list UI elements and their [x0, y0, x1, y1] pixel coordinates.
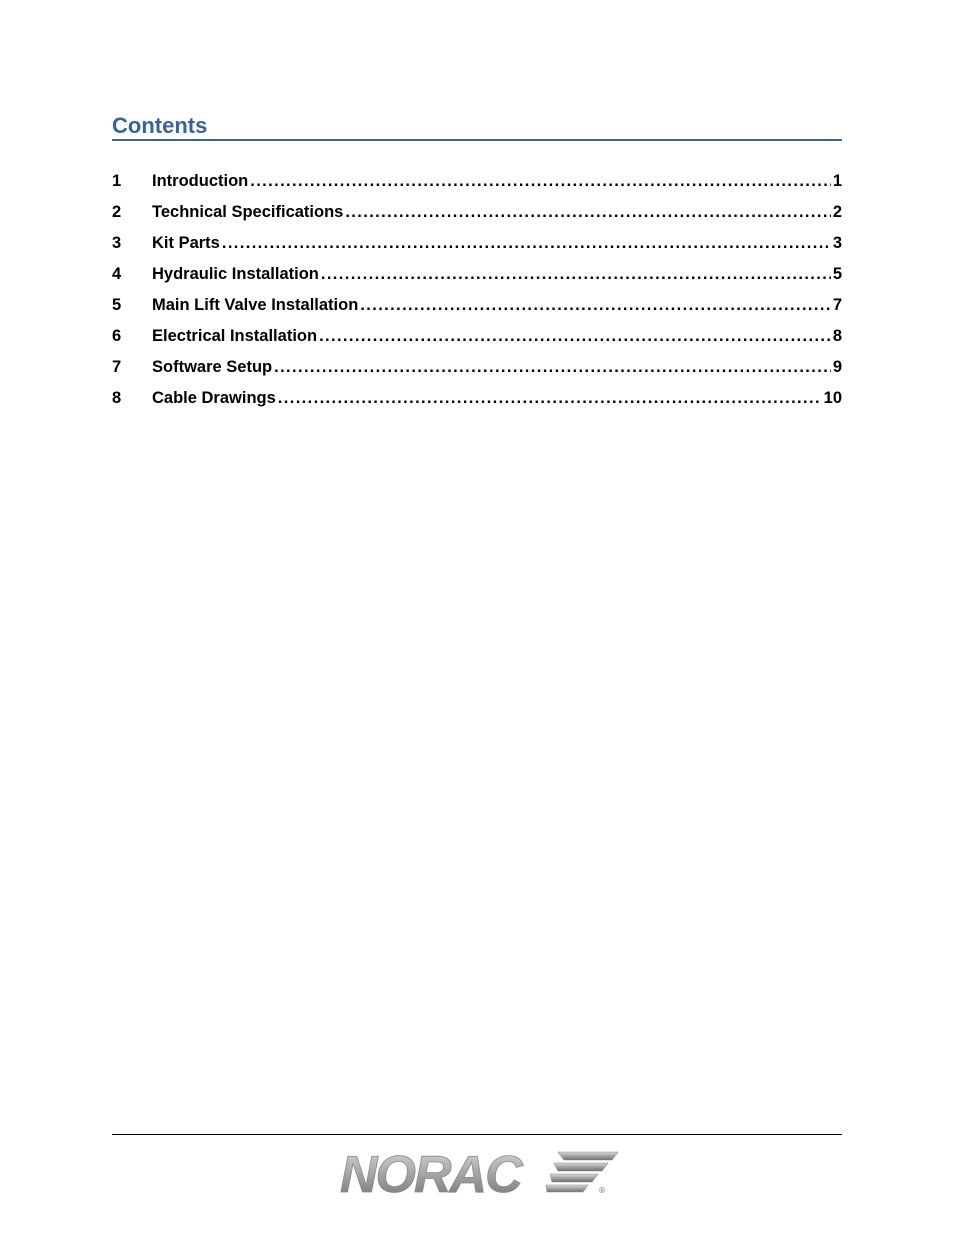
toc-entry-title: Introduction	[152, 172, 249, 190]
toc-entry-hydraulic-installation[interactable]	[112, 262, 842, 293]
toc-dot-leader	[360, 293, 831, 317]
toc-entry-number: 1	[112, 172, 122, 190]
toc-entry-title: Hydraulic Installation	[152, 265, 319, 283]
toc-entry-number: 3	[112, 234, 122, 252]
toc-entry-main-lift-valve-installation[interactable]	[112, 293, 842, 324]
toc-dot-leader	[222, 231, 831, 255]
toc-dot-leader	[250, 169, 831, 193]
toc-entry-number: 5	[112, 296, 122, 314]
toc-dot-leader	[345, 200, 830, 224]
toc-entry-page: 7	[832, 296, 842, 314]
toc-entry-number: 7	[112, 358, 122, 376]
toc-entry-title: Technical Specifications	[152, 203, 344, 221]
toc-entry-page: 10	[823, 389, 842, 407]
footer-divider	[112, 1134, 842, 1135]
toc-entry-page: 8	[832, 327, 842, 345]
toc-entry-software-setup[interactable]	[112, 355, 842, 386]
toc-entry-electrical-installation[interactable]	[112, 324, 842, 355]
toc-entry-page: 9	[832, 358, 842, 376]
table-of-contents	[112, 169, 842, 417]
toc-entry-number: 6	[112, 327, 122, 345]
toc-dot-leader	[321, 262, 831, 286]
toc-entry-title: Electrical Installation	[152, 327, 318, 345]
norac-logo	[336, 1146, 620, 1198]
toc-entry-title: Kit Parts	[152, 234, 220, 252]
title-underline	[112, 139, 842, 141]
toc-entry-title: Main Lift Valve Installation	[152, 296, 359, 314]
logo-wordmark: NORAC	[340, 1146, 521, 1198]
toc-entry-page: 5	[832, 265, 842, 283]
page-title: Contents	[112, 113, 208, 138]
logo-stripes-mark	[546, 1152, 618, 1192]
toc-entry-number: 4	[112, 265, 122, 283]
toc-entry-technical-specifications[interactable]	[112, 200, 842, 231]
toc-entry-introduction[interactable]	[112, 169, 842, 200]
toc-dot-leader	[319, 324, 831, 348]
toc-entry-number: 2	[112, 203, 122, 221]
toc-entry-page: 3	[832, 234, 842, 252]
registered-mark: ®	[598, 1186, 606, 1195]
toc-dot-leader	[278, 386, 822, 410]
toc-entry-number: 8	[112, 389, 122, 407]
toc-entry-cable-drawings[interactable]	[112, 386, 842, 417]
toc-entry-title: Cable Drawings	[152, 389, 276, 407]
toc-entry-title: Software Setup	[152, 358, 273, 376]
toc-entry-page: 2	[832, 203, 842, 221]
toc-entry-page: 1	[832, 172, 842, 190]
toc-entry-kit-parts[interactable]	[112, 231, 842, 262]
toc-dot-leader	[274, 355, 831, 379]
